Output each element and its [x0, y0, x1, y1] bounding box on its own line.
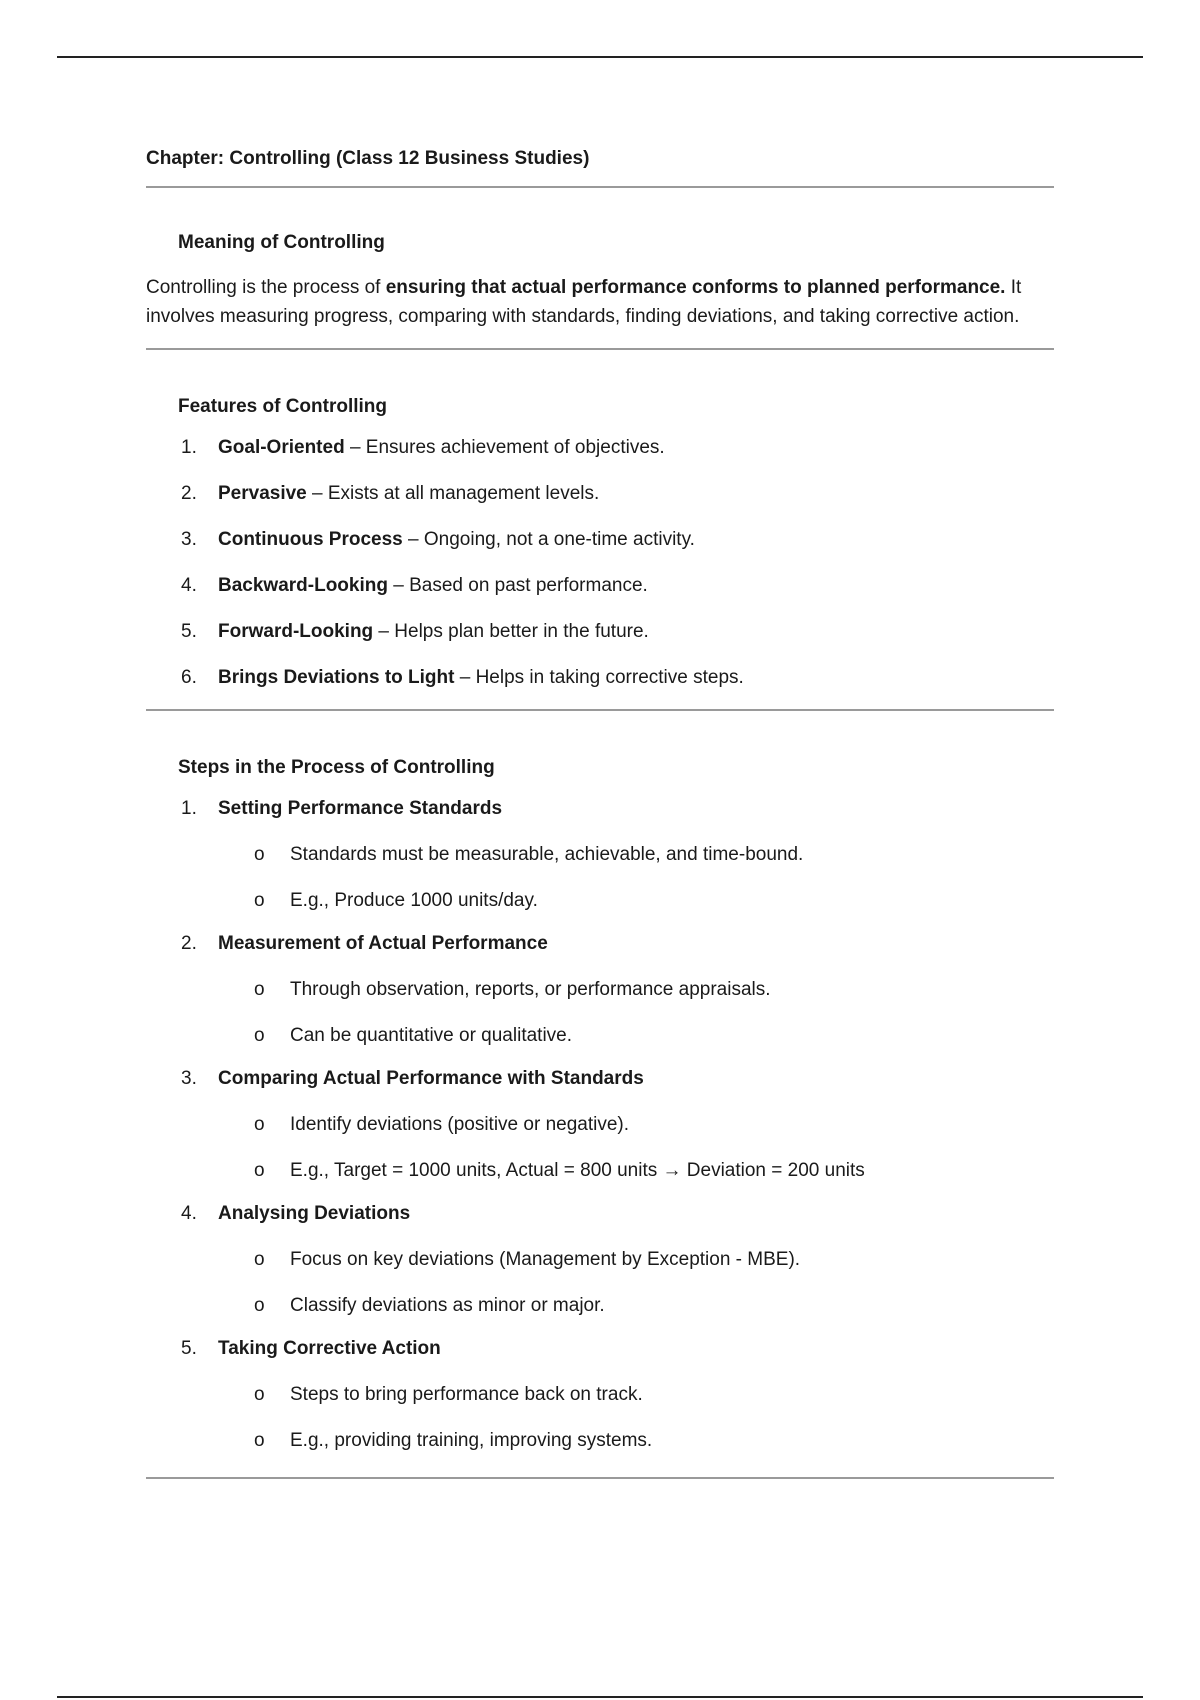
step-sub-text: Identify deviations (positive or negative).: [290, 1114, 630, 1135]
features-list: [146, 435, 1054, 691]
bullet-marker: o: [254, 1114, 265, 1135]
step-title: Analysing Deviations: [218, 1203, 411, 1224]
step-sub-text: E.g., Produce 1000 units/day.: [290, 890, 538, 911]
feature-term: Brings Deviations to Light: [218, 667, 455, 688]
feature-item: [146, 619, 1054, 645]
step-sub-item: [146, 1112, 1054, 1138]
feature-description: – Helps plan better in the future.: [373, 621, 649, 642]
feature-item: [146, 573, 1054, 599]
step-sub-item: [146, 1428, 1054, 1454]
step-title-row: [146, 931, 1054, 957]
step-item: [146, 796, 1054, 914]
section-divider: [146, 348, 1054, 350]
step-sub-item: [146, 842, 1054, 868]
bullet-marker: o: [254, 1249, 265, 1270]
step-number: 1.: [181, 798, 197, 819]
bullet-marker: o: [254, 844, 265, 865]
step-sub-list: [146, 842, 1054, 914]
meaning-text-start: Controlling is the process of: [146, 277, 386, 298]
step-title: Setting Performance Standards: [218, 798, 503, 819]
step-number: 5.: [181, 1338, 197, 1359]
section-divider: [146, 1477, 1054, 1479]
step-number: 4.: [181, 1203, 197, 1224]
step-title-row: [146, 1066, 1054, 1092]
bullet-marker: o: [254, 979, 265, 1000]
step-title-row: [146, 796, 1054, 822]
step-item: [146, 1201, 1054, 1319]
feature-term: Goal-Oriented: [218, 437, 345, 458]
step-sub-item: [146, 888, 1054, 914]
page-top-rule: [57, 56, 1143, 58]
step-sub-text: Through observation, reports, or performance appraisals.: [290, 979, 771, 1000]
page-bottom-rule: [57, 1696, 1143, 1698]
step-sub-item: [146, 977, 1054, 1003]
feature-item: [146, 435, 1054, 461]
step-title: Taking Corrective Action: [218, 1338, 441, 1359]
step-sub-text: Focus on key deviations (Management by Exception - MBE).: [290, 1249, 801, 1270]
step-title-row: [146, 1336, 1054, 1362]
meaning-text-emphasis: ensuring that actual performance conforms to planned performance.: [385, 277, 1006, 298]
feature-number: 3.: [181, 529, 197, 550]
step-sub-text: Classify deviations as minor or major.: [290, 1295, 605, 1316]
step-sub-text: E.g., Target = 1000 units, Actual = 800 units → Deviation = 200 units: [290, 1160, 865, 1181]
document-title: Chapter: Controlling (Class 12 Business Studies): [146, 148, 590, 169]
step-sub-item: [146, 1158, 1054, 1184]
feature-term: Continuous Process: [218, 529, 403, 550]
steps-section: [146, 755, 1054, 1454]
feature-number: 5.: [181, 621, 197, 642]
step-sub-list: [146, 977, 1054, 1049]
feature-term: Forward-Looking: [218, 621, 374, 642]
feature-number: 4.: [181, 575, 197, 596]
bullet-marker: o: [254, 1160, 265, 1181]
feature-number: 2.: [181, 483, 197, 504]
meaning-text-end: It involves measuring progress, comparing with standards, finding deviations, and taking corrective action.: [146, 277, 1022, 327]
step-number: 2.: [181, 933, 197, 954]
step-sub-item: [146, 1382, 1054, 1408]
step-sub-item: [146, 1023, 1054, 1049]
bullet-marker: o: [254, 1295, 265, 1316]
meaning-paragraph: [146, 273, 1054, 331]
feature-term: Pervasive: [218, 483, 307, 504]
features-heading: Features of Controlling: [178, 396, 387, 417]
feature-description: – Helps in taking corrective steps.: [454, 667, 744, 688]
feature-number: 6.: [181, 667, 197, 688]
feature-term: Backward-Looking: [218, 575, 388, 596]
bullet-marker: o: [254, 1430, 265, 1451]
document-body: [146, 146, 1054, 1479]
step-sub-list: [146, 1382, 1054, 1454]
feature-item: [146, 527, 1054, 553]
steps-list: [146, 796, 1054, 1454]
step-sub-list: [146, 1247, 1054, 1319]
step-sub-text: E.g., providing training, improving systems.: [290, 1430, 653, 1451]
step-sub-item: [146, 1293, 1054, 1319]
step-item: [146, 1336, 1054, 1454]
step-title: Comparing Actual Performance with Standards: [218, 1068, 644, 1089]
step-title: Measurement of Actual Performance: [218, 933, 548, 954]
step-number: 3.: [181, 1068, 197, 1089]
step-sub-item: [146, 1247, 1054, 1273]
step-item: [146, 931, 1054, 1049]
feature-number: 1.: [181, 437, 197, 458]
feature-item: [146, 481, 1054, 507]
step-sub-list: [146, 1112, 1054, 1184]
feature-description: – Exists at all management levels.: [306, 483, 600, 504]
bullet-marker: o: [254, 1025, 265, 1046]
step-title-row: [146, 1201, 1054, 1227]
feature-description: – Ensures achievement of objectives.: [344, 437, 665, 458]
feature-description: – Ongoing, not a one-time activity.: [402, 529, 695, 550]
bullet-marker: o: [254, 890, 265, 911]
step-sub-text: Steps to bring performance back on track.: [290, 1384, 643, 1405]
step-sub-text: Can be quantitative or qualitative.: [290, 1025, 573, 1046]
step-item: [146, 1066, 1054, 1184]
step-sub-text: Standards must be measurable, achievable, and time-bound.: [290, 844, 804, 865]
meaning-heading: Meaning of Controlling: [178, 232, 385, 253]
section-divider: [146, 709, 1054, 711]
features-section: [146, 394, 1054, 691]
bullet-marker: o: [254, 1384, 265, 1405]
meaning-section: [146, 230, 1054, 331]
feature-item: [146, 665, 1054, 691]
feature-description: – Based on past performance.: [387, 575, 648, 596]
section-divider: [146, 186, 1054, 188]
steps-heading: Steps in the Process of Controlling: [178, 757, 495, 778]
